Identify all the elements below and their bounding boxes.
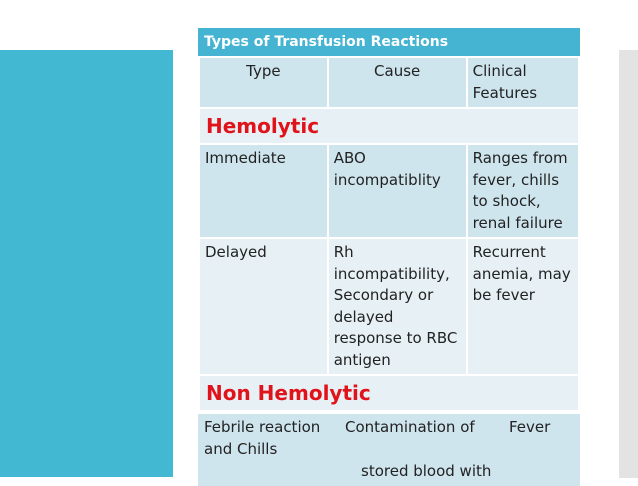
cell-features: Recurrent anemia, may be fever (467, 238, 579, 375)
section-title: Hemolytic (199, 108, 579, 144)
table-row (199, 238, 579, 375)
accent-bar (0, 50, 173, 477)
header-cause: Cause (328, 57, 467, 108)
cell-features: Fever (509, 418, 551, 436)
cell-features: Ranges from fever, chills to shock, renal failure (467, 144, 579, 238)
header-features: Clinical Features (467, 57, 579, 108)
header-type: Type (199, 57, 328, 108)
cell-cause: ABO incompatiblity (328, 144, 467, 238)
section-row-non-hemolytic (199, 375, 579, 411)
cell-type: Immediate (199, 144, 328, 238)
header-row (199, 57, 579, 108)
section-row-hemolytic (199, 108, 579, 144)
transfusion-table (198, 28, 580, 486)
table-title: Types of Transfusion Reactions (198, 28, 580, 56)
cell-cause-continued: stored blood with (361, 462, 492, 480)
table-row (199, 144, 579, 238)
table-row (198, 412, 580, 486)
cell-cause: Rh incompatibility, Secondary or delayed response to RBC antigen (328, 238, 467, 375)
cell-cause: Contamination of (345, 418, 475, 436)
section-title: Non Hemolytic (199, 375, 579, 411)
cell-type: Febrile reaction and Chills (204, 418, 321, 458)
cell-type: Delayed (199, 238, 328, 375)
right-strip (619, 50, 638, 478)
